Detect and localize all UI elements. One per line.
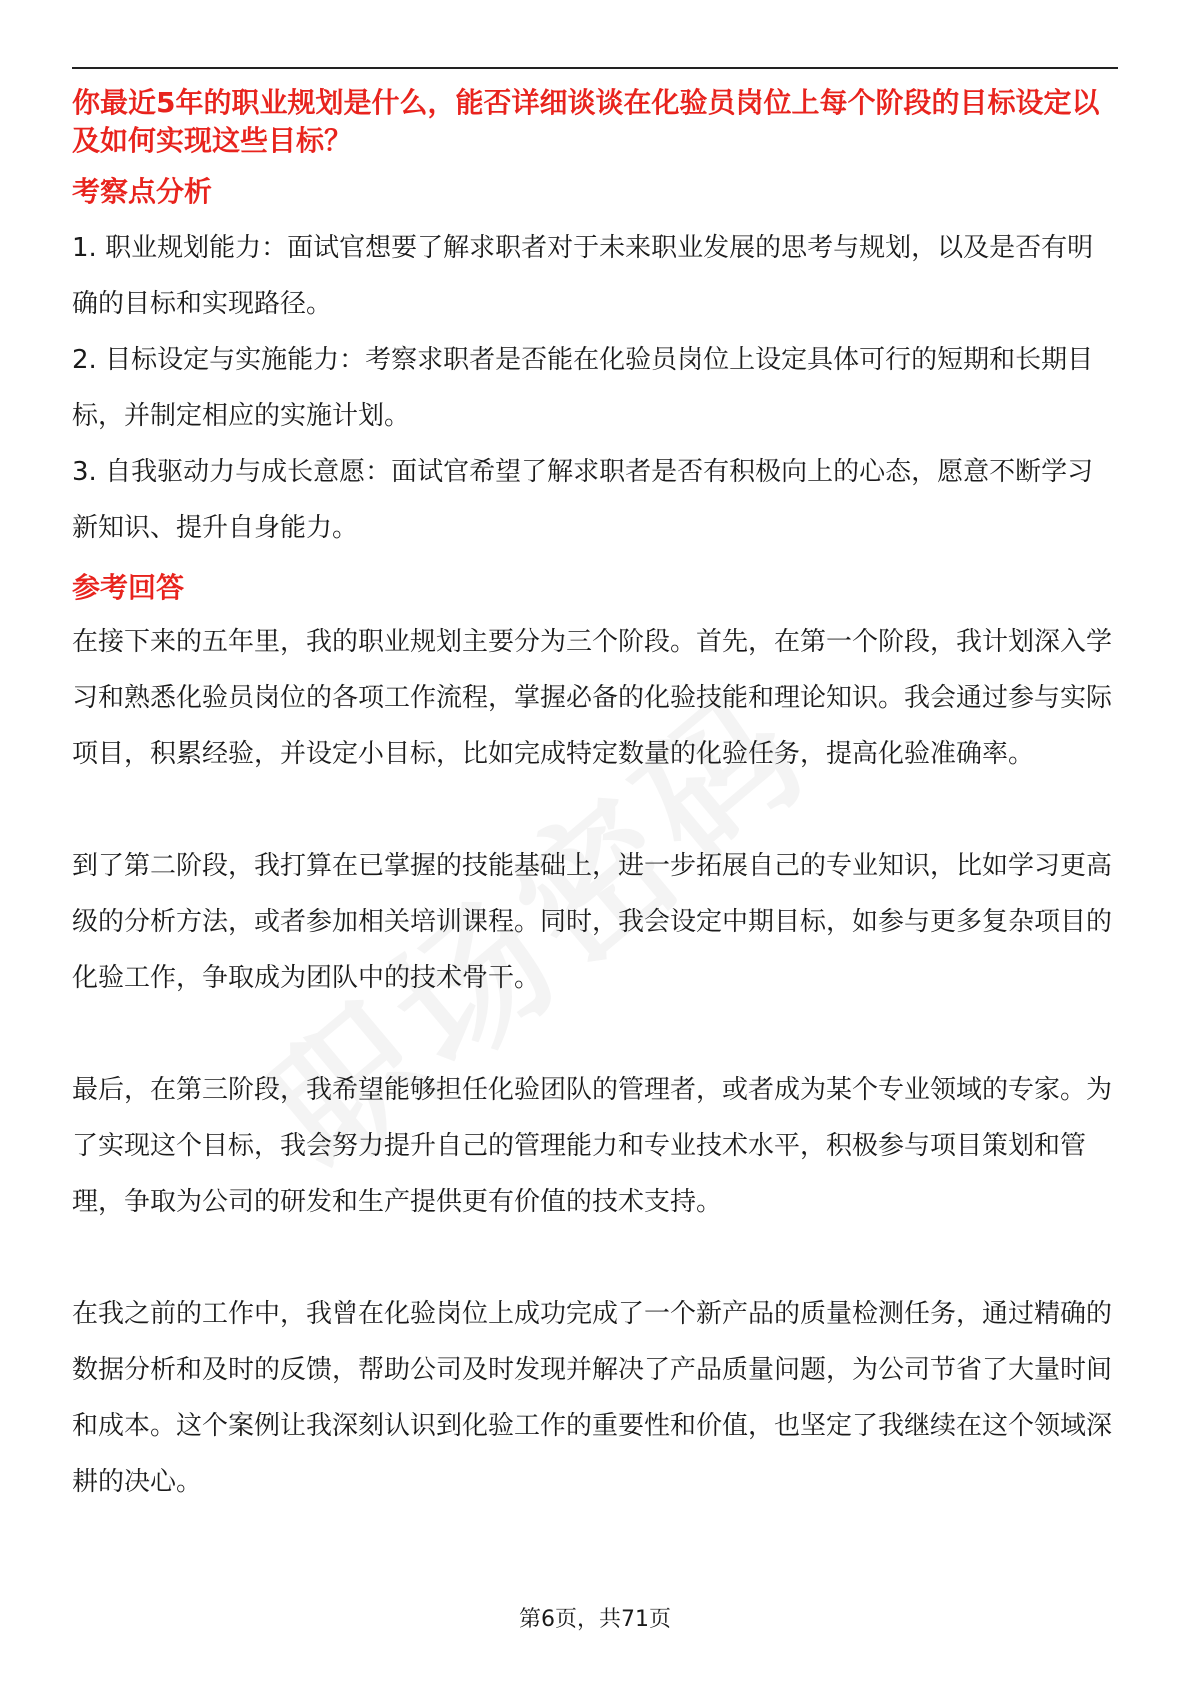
analysis-heading: 考察点分析 bbox=[72, 175, 213, 208]
answer-paragraph: 最后，在第三阶段，我希望能够担任化验团队的管理者，或者成为某个专业领域的专家。为了实现这个目标，我会努力提升自己的管理能力和专业技术水平，积极参与项目策划和管理，争取为公司的研发和生产提供更有价值的技术支持。 bbox=[72, 1075, 1113, 1217]
question-title: 你最近5年的职业规划是什么，能否详细谈谈在化验员岗位上每个阶段的目标设定以及如何实现这些目标？ bbox=[72, 86, 1100, 157]
analysis-item: 1. 职业规划能力：面试官想要了解求职者对于未来职业发展的思考与规划，以及是否有明确的目标和实现路径。 bbox=[72, 233, 1094, 319]
answer-paragraph: 在接下来的五年里，我的职业规划主要分为三个阶段。首先，在第一个阶段，我计划深入学习和熟悉化验员岗位的各项工作流程，掌握必备的化验技能和理论知识。我会通过参与实际项目，积累经验，并设定小目标，比如完成特定数量的化验任务，提高化验准确率。 bbox=[72, 627, 1113, 769]
answer-paragraph: 到了第二阶段，我打算在已掌握的技能基础上，进一步拓展自己的专业知识，比如学习更高级的分析方法，或者参加相关培训课程。同时，我会设定中期目标，如参与更多复杂项目的化验工作，争取成为团队中的技术骨干。 bbox=[72, 851, 1113, 993]
page-number: 第6页，共71页 bbox=[519, 1607, 671, 1632]
header-divider bbox=[72, 67, 1118, 69]
analysis-list bbox=[72, 220, 1118, 556]
answer-body bbox=[72, 614, 1118, 1510]
answer-paragraph: 在我之前的工作中，我曾在化验岗位上成功完成了一个新产品的质量检测任务，通过精确的数据分析和及时的反馈，帮助公司及时发现并解决了产品质量问题，为公司节省了大量时间和成本。这个案例让我深刻认识到化验工作的重要性和价值，也坚定了我继续在这个领域深耕的决心。 bbox=[72, 1299, 1113, 1497]
analysis-item: 3. 自我驱动力与成长意愿：面试官希望了解求职者是否有积极向上的心态，愿意不断学习新知识、提升自身能力。 bbox=[72, 457, 1094, 543]
answer-heading: 参考回答 bbox=[72, 571, 185, 604]
page-content bbox=[72, 84, 1118, 1510]
analysis-item: 2. 目标设定与实施能力：考察求职者是否能在化验员岗位上设定具体可行的短期和长期目标，并制定相应的实施计划。 bbox=[72, 345, 1094, 431]
